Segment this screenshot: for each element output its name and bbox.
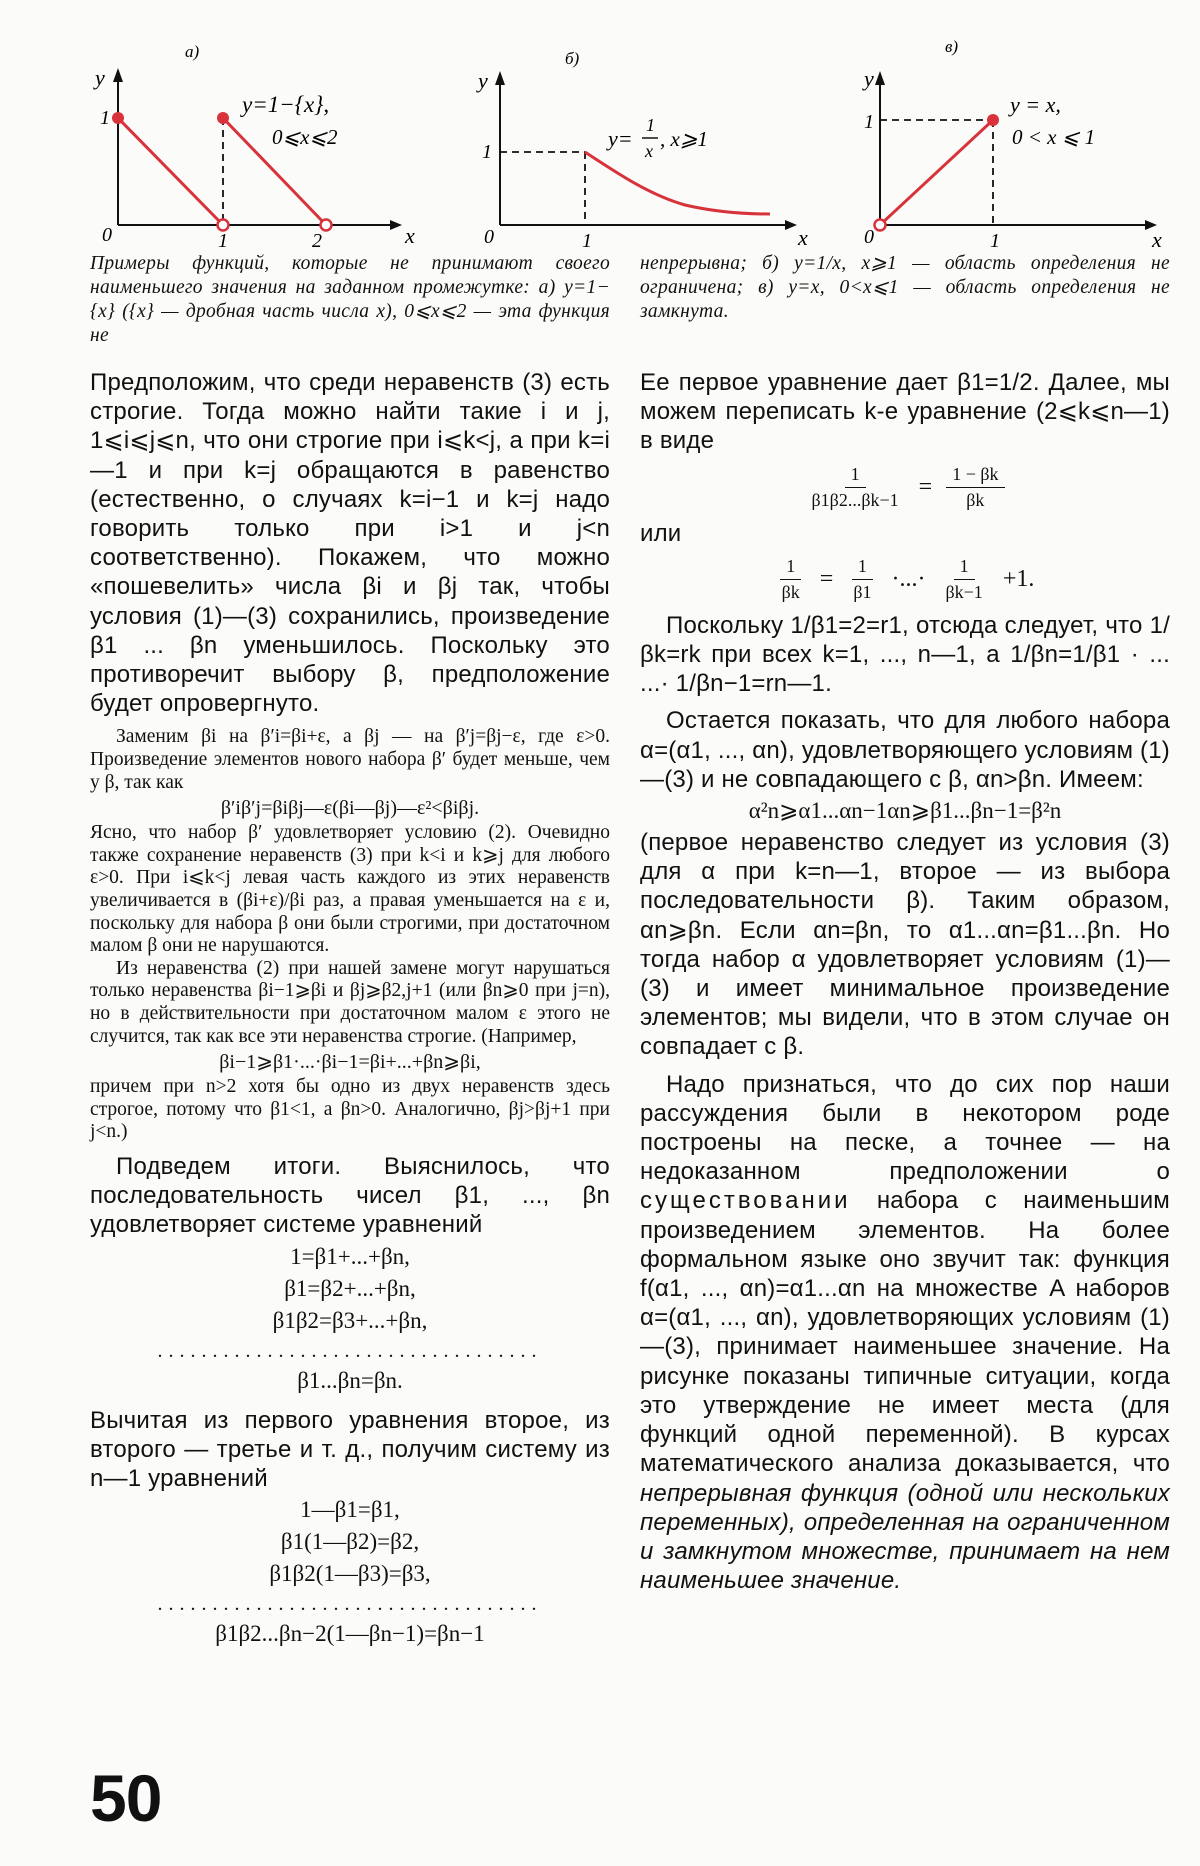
tick-x1-label: 1	[582, 230, 592, 250]
figure-b	[470, 0, 820, 250]
figure-a-label: а)	[185, 42, 200, 61]
inequality: α²n⩾α1...αn−1αn⩾β1...βn−1=β²n	[748, 798, 1062, 824]
paragraph: Надо признаться, что до сих пор наши рассуждения были в некотором роде построены на песке, а точнее — на недоказанном предположении о существовании набора с наименьшим произведением элементов. На более формальном языке оно звучит так: функция f(α1, ..., αn)=α1...αn на множестве A наборов α=(α1, ..., αn), удовлетворяющих условиям (1)—(3), принимает наименьшее значение. На рисунке показаны типичные ситуации, когда это утверждение не имеет места (для функций одной переменной). В курсах математического анализа доказывается, что непрерывная функция (одной или нескольких переменных), определенная на ограниченном и замкнутом множестве, принимает на нем наименьшее значение.	[640, 1070, 1170, 1595]
inequality: β′iβ′j=βiβj—ε(βi—βj)—ε²<βiβj.	[220, 797, 480, 820]
tick-x2-label: 2	[312, 230, 322, 250]
equation: β1=β2+...+βn,	[284, 1275, 416, 1301]
origin-label: 0	[102, 224, 112, 246]
y-arrow-icon	[495, 71, 505, 85]
figure-caption-right: непрерывна; б) y=1/x, x⩾1 — область определения не ограничена; в) y=x, 0<x⩽1 — область определения не замкнута.	[640, 253, 1170, 322]
open-point-icon	[875, 220, 886, 231]
x-axis-label: x	[798, 225, 808, 250]
curve-segment-1	[118, 118, 223, 225]
filled-point-icon	[987, 114, 999, 126]
paragraph: Подведем итоги. Выяснилось, что последовательность чисел β1, ..., βn удовлетворяет системе уравнений	[90, 1152, 610, 1239]
filled-point-icon	[112, 112, 124, 124]
figure-a	[90, 0, 420, 250]
equation: 1—β1=β1,	[300, 1497, 400, 1523]
equation: 1=β1+...+βn,	[290, 1243, 410, 1269]
small-paragraph: причем при n>2 хотя бы одно из двух неравенств здесь строгое, потому что β1<1, а βn>0. Аналогично, βj>βj+1 при j<n.)	[90, 1076, 610, 1143]
formula-line-2: 0 < x ⩽ 1	[1012, 125, 1096, 149]
tick-y-label: 1	[864, 111, 874, 133]
equation: β1β2=β3+...+βn,	[272, 1307, 428, 1333]
page-number: 50	[90, 1761, 162, 1835]
connector-word: или	[640, 519, 682, 547]
fraction: $\frac{1}{\beta k}$	[781, 555, 800, 602]
fraction: $\frac{1}{\beta 1}$	[853, 555, 872, 602]
formula-cond: , x⩾1	[660, 127, 708, 151]
formula-lhs: y=	[608, 126, 633, 151]
hyperbola-curve	[585, 152, 770, 214]
open-point-icon	[218, 220, 229, 231]
ellipsis-row: ...................................	[157, 1593, 543, 1616]
y-axis-label: y	[864, 66, 874, 91]
small-paragraph: Ясно, что набор β′ удовлетворяет условию (2). Очевидно также сохранение неравенств (3) при k<i и k⩾j для любого ε>0. При i⩽k<j левая часть каждого из этих неравенств увеличивается в (βi+ε)/βi раз, а правая уменьшается на ε и, поскольку для набора β они были строгими, при достаточном малом β они не нарушаются.	[90, 822, 610, 957]
small-paragraph: Заменим βi на β′i=βi+ε, а βj — на β′j=βj−ε, где ε>0. Произведение элементов нового набора β′ будет меньше, чем у β, так как	[90, 726, 610, 793]
equation: β1...βn=βn.	[297, 1367, 403, 1393]
ellipsis-row: ...................................	[157, 1339, 543, 1362]
inequality: βi−1⩾β1·...·βi−1=βi+...+βn⩾βi,	[219, 1051, 481, 1074]
fraction-equation-1: $\frac{1}{\beta 1\beta 2...\beta k-1}$ = $\frac{1 - \beta k}{\beta k}$	[640, 464, 1170, 511]
y-arrow-icon	[875, 71, 885, 85]
y-arrow-icon	[113, 68, 123, 82]
italic-theorem: непрерывная функция (одной или нескольких переменных), определенная на ограниченном и замкнутом множестве, принимает на нем наименьшее значение.	[640, 1479, 1170, 1595]
paragraph: Поскольку 1/β1=2=r1, отсюда следует, что 1/βk=rk при всех k=1, ..., n—1, а 1/βn=1/β1 · ... ...· 1/βn−1=rn—1.	[640, 611, 1170, 698]
fraction: $\frac{1 - \beta k}{\beta k}$	[946, 464, 1004, 511]
paragraph: (первое неравенство следует из условия (3) для α при k=n—1, второе — из выбора последовательности β). Таким образом, αn⩾βn. Если αn=βn, то α1...αn=β1...βn. Но тогда набор α удовлетворяет условиям (1)—(3) и имеет минимальное произведение элементов; мы видели, что в этом случае он совпадает с β.	[640, 829, 1170, 1061]
x-arrow-icon	[390, 220, 402, 230]
formula-line-1: y=1−{x},	[242, 92, 330, 117]
left-column	[90, 368, 610, 1651]
y-axis-label: y	[478, 68, 488, 93]
line-segment	[880, 120, 993, 225]
paragraph: Предположим, что среди неравенств (3) есть строгие. Тогда можно найти такие i и j, 1⩽i⩽j⩽n, что они строгие при i⩽k<j, а при k=i—1 и при k=j обращаются в равенство (естественно, о случаях k=i−1 и k=j надо говорить только при i>1 и j<n соответственно). Покажем, что можно «пошевелить» числа βi и βj так, чтобы условия (1)—(3) сохранились, произведение β1 ... βn уменьшилось. Поскольку это противоречит выбору β, предположение будет опровергнуто.	[90, 369, 610, 718]
fraction: $\frac{1}{\beta 1\beta 2...\beta k-1}$	[811, 463, 899, 510]
spaced-emphasis: существовании	[640, 1187, 851, 1215]
origin-label: 0	[864, 226, 874, 248]
equation: β1β2...βn−2(1—βn−1)=βn−1	[215, 1621, 485, 1647]
tick-x1-label: 1	[218, 230, 228, 250]
right-column	[640, 368, 1170, 1595]
fraction-equation-2: $\frac{1}{\beta k}$ = $\frac{1}{\beta 1}$ ·...· $\frac{1}{\beta k-1}$ +1.	[640, 556, 1170, 603]
fraction: $\frac{1}{\beta k-1}$	[945, 555, 983, 602]
figure-caption-left: Примеры функций, которые не принимают своего наименьшего значения на заданном промежутке: а) y=1−{x} ({x} — дробная часть числа x), 0⩽x⩽2 — эта функция не	[90, 253, 610, 346]
equation: β1β2(1—β3)=β3,	[269, 1561, 431, 1587]
x-axis-label: x	[1152, 227, 1162, 250]
small-paragraph: Из неравенства (2) при нашей замене могут нарушаться только неравенства βi−1⩾βi и βj⩾β2,j+1 (или βn⩾0 при j=n), но в действительности при достаточном малом ε этого не случится, так как все эти неравенства строгие. (Например,	[90, 957, 610, 1047]
tick-y-label: 1	[100, 107, 110, 129]
formula-line-1: y = x,	[1010, 92, 1061, 117]
tick-y-label: 1	[482, 141, 492, 163]
formula-num: 1	[646, 115, 655, 135]
paragraph: Вычитая из первого уравнения второе, из второго — третье и т. д., получим систему из n—1 уравнений	[90, 1406, 610, 1492]
filled-point-icon	[217, 112, 229, 124]
x-axis-label: x	[405, 223, 415, 248]
figure-b-label: б)	[565, 49, 580, 68]
figure-c	[860, 0, 1180, 250]
formula-line-2: 0⩽x⩽2	[272, 125, 338, 149]
x-arrow-icon	[785, 220, 797, 230]
tick-x1-label: 1	[990, 230, 1000, 250]
figure-c-label: в)	[945, 37, 959, 56]
open-point-icon	[321, 220, 332, 231]
formula-den: x	[645, 141, 653, 161]
origin-label: 0	[484, 226, 494, 248]
equation: β1(1—β2)=β2,	[280, 1529, 420, 1555]
paragraph: Остается показать, что для любого набора α=(α1, ..., αn), удовлетворяющего условиям (1)—(3) и не совпадающего с β, αn>βn. Имеем:	[640, 707, 1170, 793]
y-axis-label: y	[95, 65, 105, 90]
paragraph: Ее первое уравнение дает β1=1/2. Далее, мы можем переписать k-е уравнение (2⩽k⩽n—1) в виде	[640, 369, 1170, 455]
